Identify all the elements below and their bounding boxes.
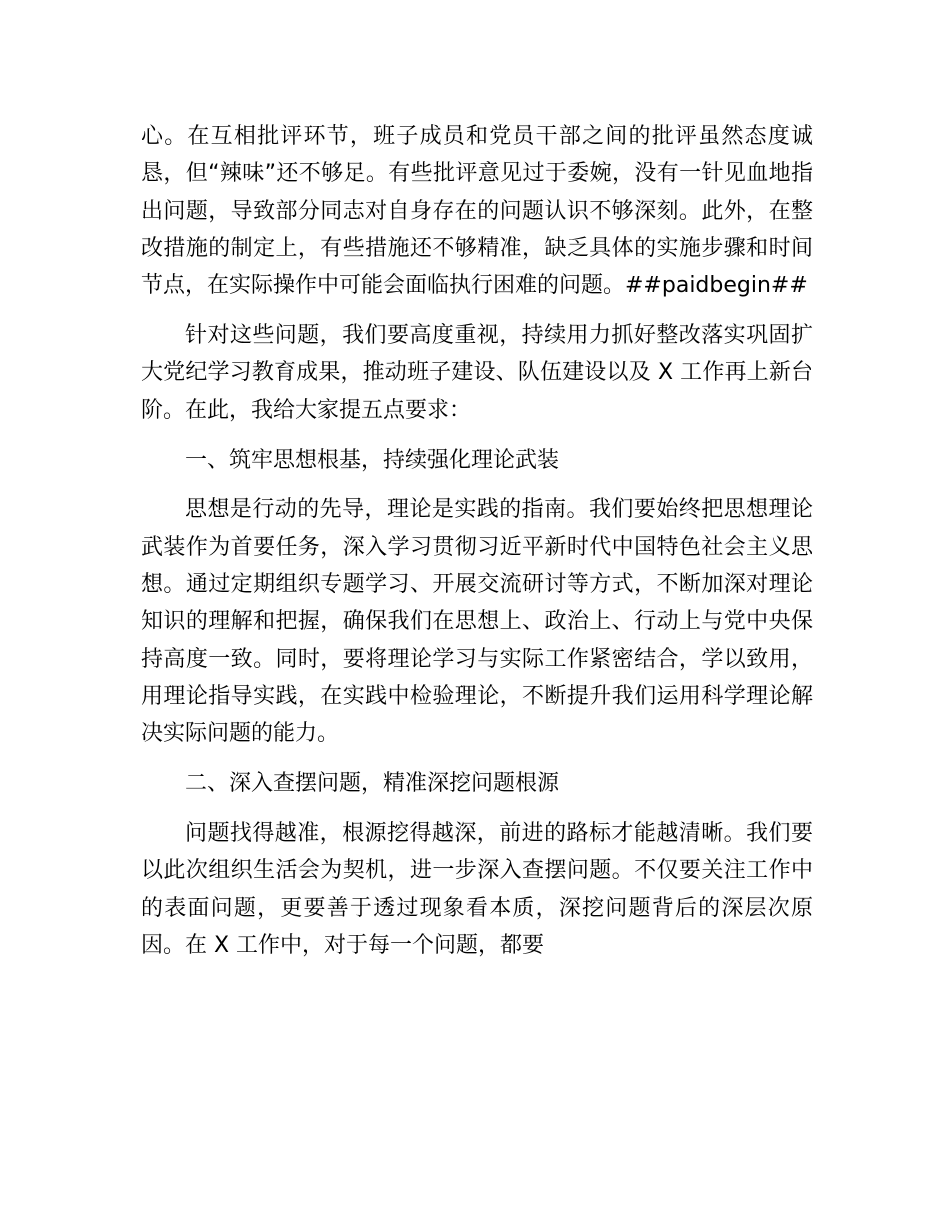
paragraph-continuation: 心。在互相批评环节，班子成员和党员干部之间的批评虽然态度诚恳，但“辣味”还不够足。有些批评意见过于委婉，没有一针见血地指出问题，导致部分同志对自身存在的问题认识不够深刻。此外，在整改措施的制定上，有些措施还不够精准，缺乏具体的实施步骤和时间节点，在实际操作中可能会面临执行困难的问题。##paidbegin## — [141, 124, 813, 299]
section-heading-2: 二、深入查摆问题，精准深挖问题根源 — [185, 771, 560, 797]
section-heading-1: 一、筑牢思想根基，持续强化理论武装 — [185, 447, 560, 473]
paragraph-body: 针对这些问题，我们要高度重视，持续用力抓好整改落实巩固扩大党纪学习教育成果，推动班子建设、队伍建设以及 X 工作再上新台阶。在此，我给大家提五点要求： — [141, 323, 813, 423]
paragraph-body: 思想是行动的先导，理论是实践的指南。我们要始终把思想理论武装作为首要任务，深入学习贯彻习近平新时代中国特色社会主义思想。通过定期组织专题学习、开展交流研讨等方式，不断加深对理论知识的理解和把握，确保我们在思想上、政治上、行动上与党中央保持高度一致。同时，要将理论学习与实际工作紧密结合，学以致用，用理论指导实践，在实践中检验理论，不断提升我们运用科学理论解决实际问题的能力。 — [141, 497, 813, 747]
paragraph-body: 问题找得越准，根源挖得越深，前进的路标才能越清晰。我们要以此次组织生活会为契机，进一步深入查摆问题。不仅要关注工作中的表面问题，更要善于透过现象看本质，深挖问题背后的深层次原因。在 X 工作中，对于每一个问题，都要 — [141, 821, 813, 958]
document-body — [141, 118, 813, 964]
